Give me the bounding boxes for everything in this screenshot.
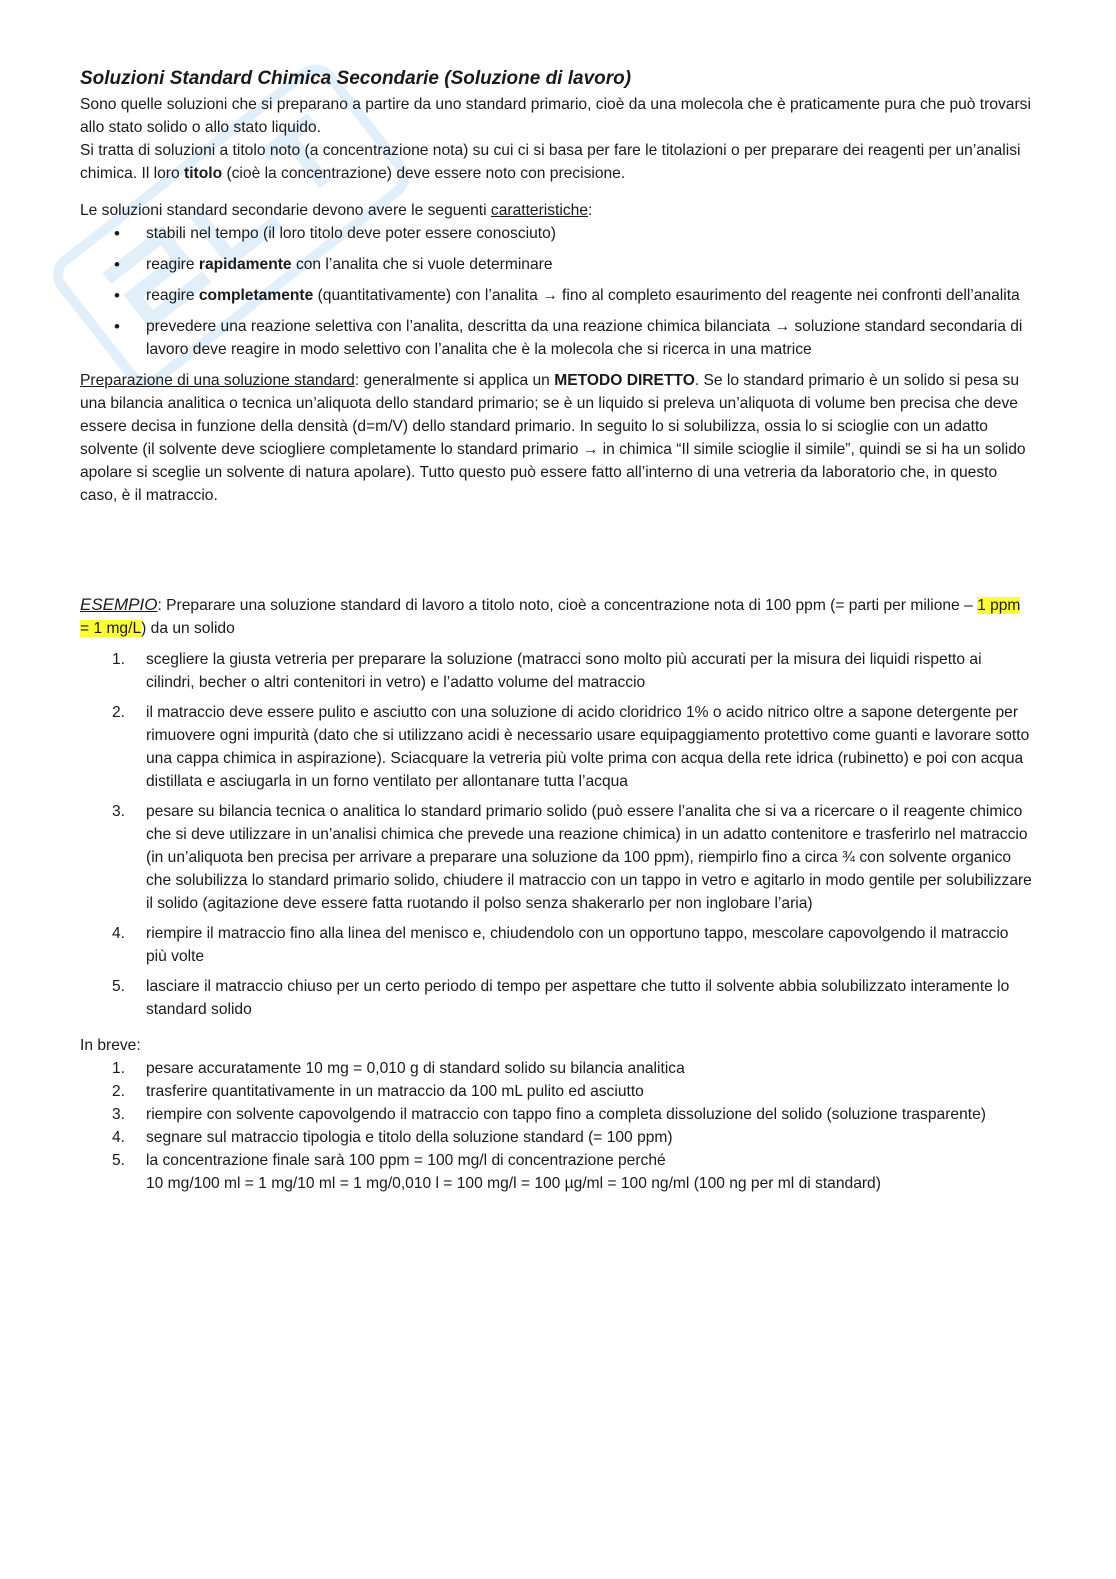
step-number: 1. (112, 651, 126, 668)
intro-text: Si tratta di soluzioni a titolo noto (a concentrazione nota) su cui ci si basa per fare le titolazioni o per preparare dei reagenti per un’analisi chimica. Il loro (80, 142, 1021, 182)
preparation-text: : generalmente si applica un (354, 372, 555, 389)
example-text: : Preparare una soluzione standard di lavoro a titolo noto, cioè a concentrazione nota di 100 ppm (= parti per milione – (157, 597, 978, 614)
example-steps-list (80, 648, 1032, 1021)
lead-text: Le soluzioni standard secondarie devono avere le seguenti (80, 202, 491, 219)
step-text: pesare accuratamente 10 mg = 0,010 g di standard solido su bilancia analitica (146, 1060, 685, 1077)
highlighted-ppm: 1 ppm = 1 mg/L (80, 597, 1021, 637)
step-text: lasciare il matraccio chiuso per un certo periodo di tempo per aspettare che tutto il solvente abbia solubilizzato interamente lo standard solido (146, 978, 1010, 1018)
list-item (112, 922, 1032, 968)
step-number: 4. (112, 1129, 126, 1146)
list-item (112, 1080, 1032, 1103)
intro-text-end: (cioè la concentrazione) deve essere noto con precisione. (222, 165, 626, 182)
bullet-text: stabili nel tempo (il loro titolo deve poter essere conosciuto) (146, 225, 556, 242)
list-item (112, 1057, 1032, 1080)
step-text: segnare sul matraccio tipologia e titolo della soluzione standard (= 100 ppm) (146, 1129, 673, 1146)
list-item (112, 975, 1032, 1021)
caratteristiche-term: caratteristiche (490, 202, 588, 219)
list-item (112, 800, 1032, 915)
bullet-text: reagire (146, 256, 199, 273)
preparation-heading: Preparazione di una soluzione standard (80, 372, 355, 389)
step-number: 5. (112, 1152, 126, 1169)
bullet-text: con l’analita che si vuole determinare (291, 256, 553, 273)
list-item (146, 253, 1032, 276)
characteristics-list (80, 222, 1032, 361)
step-number: 3. (112, 803, 126, 820)
list-item (146, 222, 1032, 245)
step-text: scegliere la giusta vetreria per preparare la soluzione (matracci sono molto più accurati per la misura dei liquidi rispetto ai cilindri, becher o altri contenitori in vetro) e l’adatto volume del matraccio (146, 651, 982, 691)
intro-paragraph-1: Sono quelle soluzioni che si preparano a partire da uno standard primario, cioè da una molecola che è praticamente pura che può trovarsi allo stato solido o allo stato liquido. (80, 96, 1031, 136)
characteristics-lead (80, 199, 1032, 222)
titolo-term: titolo (184, 165, 223, 182)
step-text: trasferire quantitativamente in un matraccio da 100 mL pulito ed asciutto (146, 1083, 644, 1100)
step-number: 3. (112, 1106, 126, 1123)
step-number: 5. (112, 978, 126, 995)
document-page (80, 66, 1032, 1195)
list-item (146, 315, 1032, 361)
list-item (112, 701, 1032, 793)
intro-paragraph-2 (80, 139, 1032, 185)
step-text: riempire con solvente capovolgendo il matraccio con tappo fino a completa dissoluzione del solido (soluzione trasparente) (146, 1106, 986, 1123)
list-item (146, 284, 1032, 307)
summary-steps-list (80, 1057, 1032, 1195)
preparation-text-end: . Se lo standard primario è un solido si pesa su una bilancia analitica o tecnica un’aliquota dello standard primario; se è un liquido si preleva un’aliquota di volume ben precisa che deve essere decisa in funzione della densità (d=m/V) dello standard primario. In seguito lo si solubilizza, ossia lo si scioglie con un adatto solvente (il solvente deve sciogliere completamente lo standard primario → in chimica “Il simile scioglie il simile”, quindi se si ha un solido apolare si sceglie un solvente di natura apolare). Tutto questo può essere fatto all’interno di una vetreria da laboratorio che, in questo caso, è il matraccio. (80, 372, 1026, 504)
rapidamente-term: rapidamente (198, 256, 292, 273)
completamente-term: completamente (198, 287, 314, 304)
step-number: 2. (112, 704, 126, 721)
bullet-text: prevedere una reazione selettiva con l’analita, descritta da una reazione chimica bilanciata → soluzione standard secondaria di lavoro deve reagire in modo selettivo con l’analita che è la molecola che si ricerca in una matrice (146, 318, 1023, 358)
bullet-text: (quantitativamente) con l’analita → fino al completo esaurimento del reagente nei confronti dell’analita (313, 287, 1020, 304)
step-number: 4. (112, 925, 126, 942)
step-text: pesare su bilancia tecnica o analitica lo standard primario solido (può essere l’analita che si va a ricercare o il reagente chimico che si deve utilizzare in un’analisi chimica che prevede una reazione chimica) in un adatto contenitore e trasferirlo nel matraccio (in un’aliquota ben precisa per arrivare a preparare una soluzione da 100 ppm), riempirlo fino a circa ¾ con solvente organico che solubilizza lo standard primario solido, chiudere il matraccio con un tappo in vetro e agitarlo in modo gentile per solubilizzare il solido (agitazione deve essere fatta ruotando il polso senza shakerarlo per non inglobare l’aria) (146, 803, 1032, 912)
example-text-end: ) da un solido (141, 620, 235, 637)
lead-colon: : (588, 202, 593, 219)
preparation-paragraph (80, 369, 1032, 507)
step-text: riempire il matraccio fino alla linea del menisco e, chiudendolo con un opportuno tappo, mescolare capovolgendo il matraccio più volte (146, 925, 1009, 965)
step-text: il matraccio deve essere pulito e asciutto con una soluzione di acido cloridrico 1% o acido nitrico oltre a sapone detergente per rimuovere ogni impurità (dato che si utilizzano acidi è necessario usare equipaggiamento protettivo come guanti e lavorare sotto una cappa chimica in aspirazione). Sciacquare la vetreria più volte prima con acqua della rete idrica (rubinetto) e poi con acqua distillata e asciugarla in un forno ventilato per allontanare tutta l’acqua (146, 704, 1030, 790)
step-text: la concentrazione finale sarà 100 ppm = 100 mg/l di concentrazione perché (146, 1152, 666, 1169)
list-item (112, 1126, 1032, 1149)
step-number: 2. (112, 1083, 126, 1100)
conversion-chain: 10 mg/100 ml = 1 mg/10 ml = 1 mg/0,010 l = 100 mg/l = 100 µg/ml = 100 ng/ml (100 ng per ml di standard) (146, 1175, 881, 1192)
example-label: ESEMPIO (80, 595, 158, 614)
bullet-text: reagire (146, 287, 199, 304)
page-title: Soluzioni Standard Chimica Secondarie (Soluzione di lavoro) (80, 68, 632, 89)
list-item (112, 1149, 1032, 1195)
metodo-diretto-term: METODO DIRETTO (554, 372, 695, 389)
example-paragraph (80, 593, 1032, 640)
list-item (112, 1103, 1032, 1126)
step-number: 1. (112, 1060, 126, 1077)
list-item (112, 648, 1032, 694)
summary-label: In breve: (80, 1037, 141, 1054)
